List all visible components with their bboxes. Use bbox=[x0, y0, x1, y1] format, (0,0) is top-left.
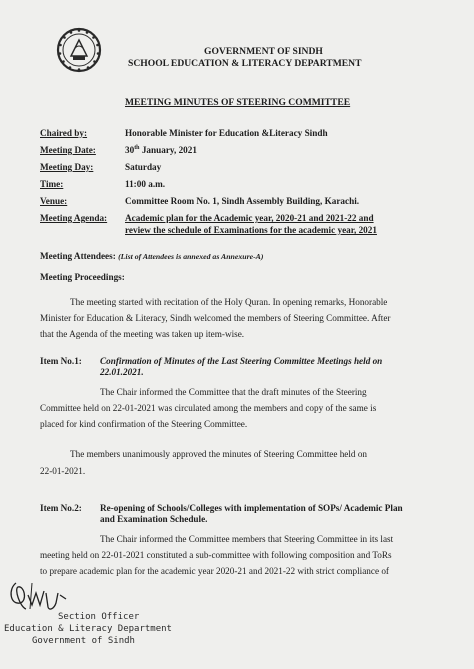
item-2-para-line-1: The Chair informed the Committee members that Steering Committee in its last bbox=[100, 534, 394, 544]
meeting-date-label: Meeting Date: bbox=[40, 145, 96, 155]
proceedings-label: Meeting Proceedings: bbox=[40, 272, 125, 282]
item-2-title-line-1: Re-opening of Schools/Colleges with implementation of SOPs/ Academic Plan bbox=[100, 503, 403, 513]
sindh-government-seal-icon bbox=[55, 26, 103, 74]
stamp-line-3: Government of Sindh bbox=[32, 636, 135, 646]
proceedings-line-2: Minister for Education & Literacy, Sindh welcomed the members of Steering Committee. After bbox=[40, 313, 391, 323]
item-2-title-line-2: and Examination Schedule. bbox=[100, 514, 208, 524]
handwritten-signature bbox=[6, 575, 76, 615]
item-1-para-1-line-2: Committee held on 22-01-2021 was circulated among the members and copy of the same is bbox=[40, 403, 377, 413]
chaired-by-label: Chaired by: bbox=[40, 128, 88, 138]
agenda-line-2: review the schedule of Examinations for the academic year, 2021 bbox=[125, 225, 377, 235]
item-1-title-line-1: Confirmation of Minutes of the Last Steering Committee Meetings held on bbox=[100, 356, 383, 366]
attendees-row bbox=[40, 251, 263, 261]
proceedings-line-3: that the Agenda of the meeting was taken up item-wise. bbox=[40, 329, 245, 339]
meeting-day-value: Saturday bbox=[125, 162, 162, 172]
venue-value: Committee Room No. 1, Sindh Assembly Building, Karachi. bbox=[125, 196, 360, 206]
item-1-title-line-2: 22.01.2021. bbox=[100, 367, 144, 377]
proceedings-line-1: The meeting started with recitation of the Holy Quran. In opening remarks, Honorable bbox=[70, 297, 388, 307]
item-1-label: Item No.1: bbox=[40, 356, 82, 366]
attendees-note: (List of Attendees is annexed as Annexure-A) bbox=[118, 252, 264, 261]
stamp-line-2: Education & Literacy Department bbox=[4, 624, 172, 634]
date-suffix: th bbox=[134, 145, 140, 151]
item-1-para-1-line-3: placed for kind confirmation of the Steering Committee. bbox=[40, 419, 248, 429]
item-2-para-line-2: meeting held on 22-01-2021 constituted a sub-committee with following composition and ToRs bbox=[40, 550, 392, 560]
item-1-para-1-line-1: The Chair informed the Committee that the draft minutes of the Steering bbox=[100, 387, 367, 397]
item-1-para-2-line-1: The members unanimously approved the minutes of Steering Committee held on bbox=[70, 449, 368, 459]
header-government: GOVERNMENT OF SINDH bbox=[204, 46, 323, 57]
venue-label: Venue: bbox=[40, 196, 68, 206]
agenda-label: Meeting Agenda: bbox=[40, 213, 108, 223]
date-rest: January, 2021 bbox=[141, 145, 197, 156]
agenda-line-1: Academic plan for the Academic year, 2020-21 and 2021-22 and bbox=[125, 213, 374, 223]
time-value: 11:00 a.m. bbox=[125, 179, 166, 189]
item-2-label: Item No.2: bbox=[40, 503, 82, 513]
document-title: MEETING MINUTES OF STEERING COMMITTEE bbox=[125, 97, 351, 108]
item-1-para-2-line-2: 22-01-2021. bbox=[40, 466, 86, 476]
date-day: 30 bbox=[125, 145, 135, 156]
meeting-date-value bbox=[125, 145, 197, 155]
item-2-para-line-3: to prepare academic plan for the academic year 2020-21 and 2021-22 with strict compliance of bbox=[40, 566, 389, 576]
attendees-label: Meeting Attendees: bbox=[40, 251, 116, 261]
meeting-day-label: Meeting Day: bbox=[40, 162, 94, 172]
header-department: SCHOOL EDUCATION & LITERACY DEPARTMENT bbox=[128, 58, 362, 69]
chaired-by-value: Honorable Minister for Education &Literacy Sindh bbox=[125, 128, 328, 138]
stamp-line-1: Section Officer bbox=[58, 612, 140, 622]
time-label: Time: bbox=[40, 179, 64, 189]
